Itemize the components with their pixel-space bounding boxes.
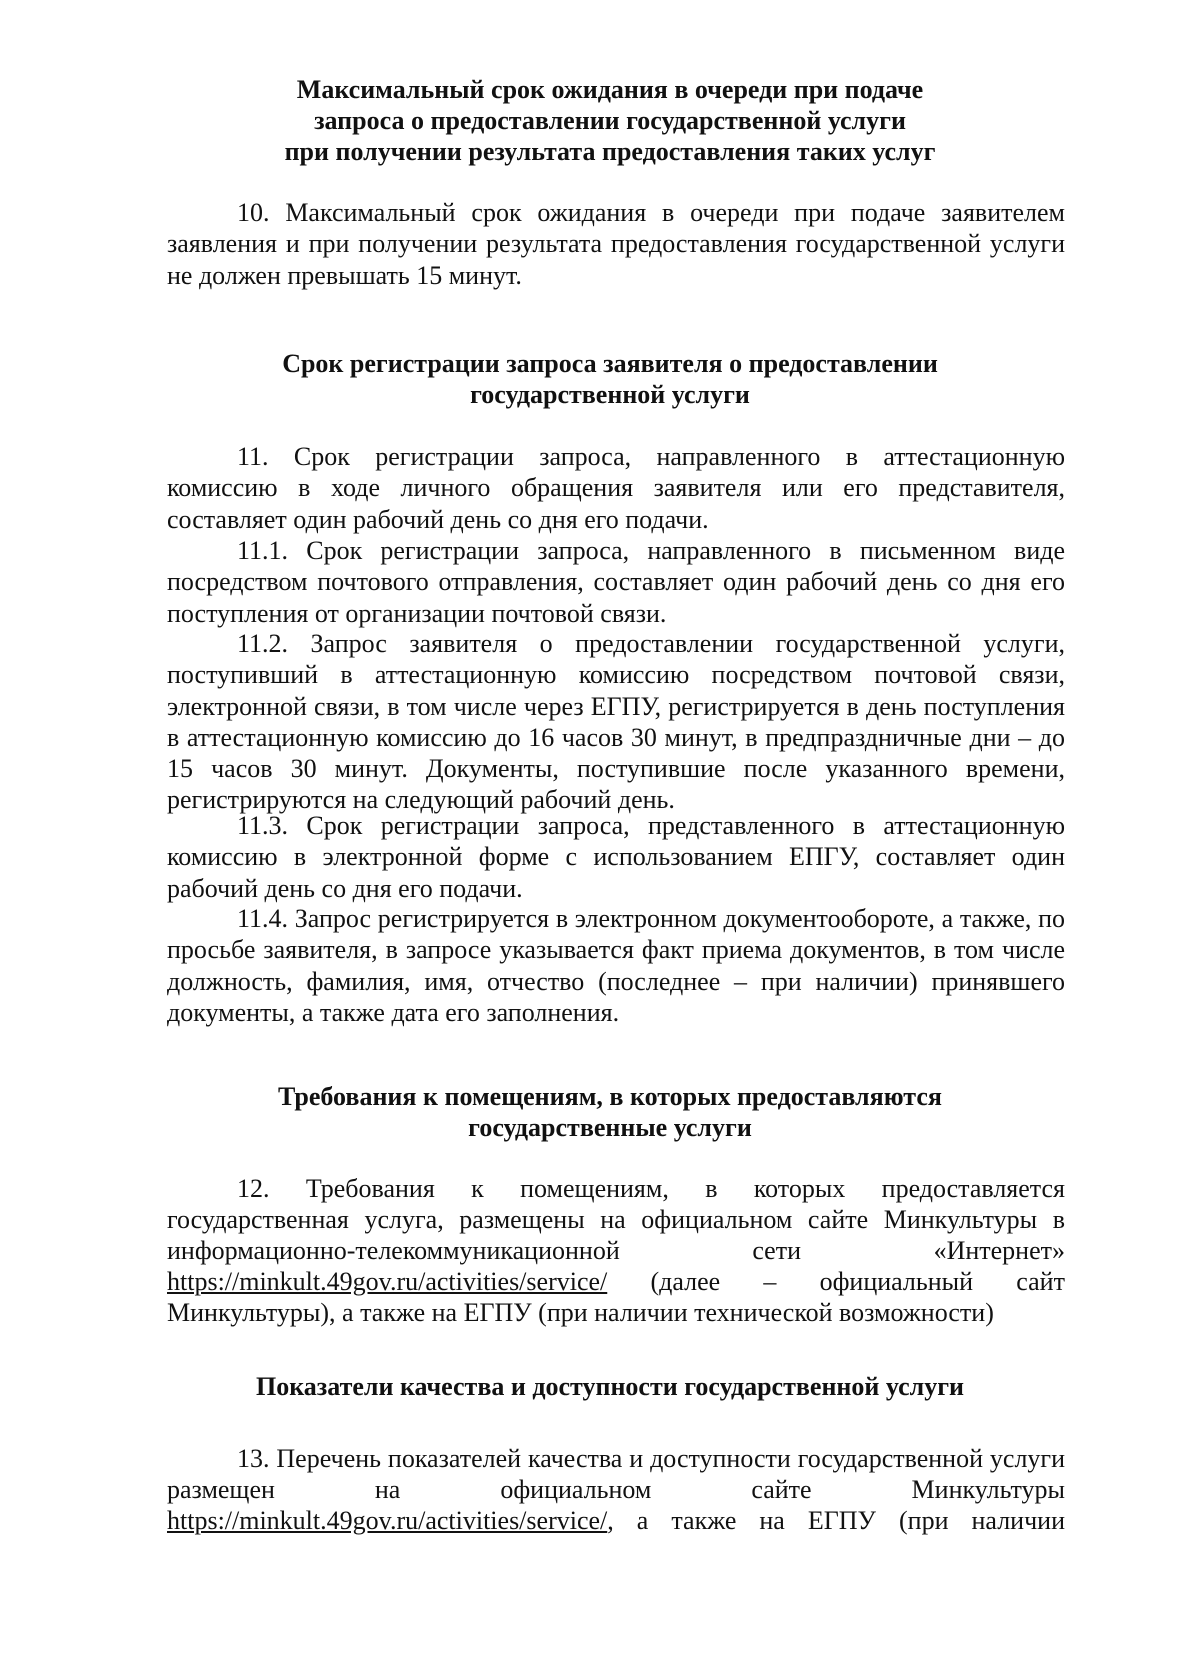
text-run: информационно-телекоммуникационной [167, 1236, 620, 1265]
paragraph-12-line [237, 1173, 1065, 1204]
text-run: сайт [1016, 1267, 1065, 1296]
text-run: сети [752, 1236, 801, 1265]
text-run: сайте [751, 1475, 812, 1504]
section-heading-premises [160, 1081, 1060, 1143]
paragraph-13-line [167, 1474, 1065, 1505]
text-run: 13. Перечень показателей качества и доступности государственной услуги [237, 1444, 1065, 1473]
text-run: официальном [500, 1475, 652, 1504]
text-run: 12. Требования к помещениям, в которых предоставляется [237, 1174, 1065, 1203]
paragraph-12-line [167, 1235, 1065, 1266]
heading-line: Показатели качества и доступности государственной услуги [255, 1372, 965, 1401]
paragraph-12-line [167, 1297, 1065, 1328]
official-site-link[interactable]: https://minkult.49gov.ru/activities/service/ [167, 1267, 608, 1296]
text-run: «Интернет» [933, 1236, 1065, 1265]
heading-line: запроса о предоставлении государственной услуги [314, 106, 906, 135]
text-run: – [763, 1267, 777, 1296]
paragraph-12-line [167, 1266, 1065, 1297]
text-run: официальный [819, 1267, 974, 1296]
paragraph-13-line [237, 1443, 1065, 1474]
section-heading-queue-time [160, 74, 1060, 167]
text-run: Минкультуры), а также на ЕГПУ (при наличии технической возможности) [167, 1298, 994, 1327]
heading-line: при получении результата предоставления таких услуг [284, 137, 936, 166]
text-run: , а также на ЕГПУ (при наличии [607, 1506, 1065, 1535]
paragraph-11-4: 11.4. Запрос регистрируется в электронном документообороте, а также, по просьбе заявителя, в запросе указывается факт приема документов, в том числе должность, фамилия, имя, отчество (последнее – при наличии) принявшего документы, а также дата его заполнения. [167, 904, 1065, 1027]
heading-line: Требования к помещениям, в которых предоставляются [278, 1082, 942, 1111]
section-heading-quality-indicators [160, 1371, 1060, 1402]
text-run: Минкультуры [911, 1475, 1065, 1504]
text-run: на [374, 1475, 401, 1504]
paragraph-11-1: 11.1. Срок регистрации запроса, направленного в письменном виде посредством почтового отправления, составляет один рабочий день со дня его поступления от организации почтовой связи. [167, 536, 1065, 628]
heading-line: государственные услуги [468, 1113, 752, 1142]
paragraph-11-3: 11.3. Срок регистрации запроса, представленного в аттестационную комиссию в электронной форме с использованием ЕПГУ, составляет один рабочий день со дня его подачи. [167, 811, 1065, 903]
heading-line: Срок регистрации запроса заявителя о предоставлении [282, 349, 938, 378]
paragraph-13-line [167, 1505, 1065, 1536]
text-run: размещен [167, 1475, 275, 1504]
paragraph-11: 11. Срок регистрации запроса, направленного в аттестационную комиссию в ходе личного обращения заявителя или его представителя, составляет один рабочий день со дня его подачи. [167, 442, 1065, 534]
heading-line: государственной услуги [470, 380, 750, 409]
paragraph-11-2: 11.2. Запрос заявителя о предоставлении государственной услуги, поступивший в аттестационную комиссию посредством почтовой связи, электронной связи, в том числе через ЕГПУ, регистрируется в день поступления в аттестационную комиссию до 16 часов 30 минут, в предпраздничные дни – до 15 часов 30 минут. Документы, поступившие после указанного времени, регистрируются на следующий рабочий день. [167, 629, 1065, 815]
section-heading-registration-term [160, 348, 1060, 410]
paragraph-12-line [167, 1204, 1065, 1235]
text-run: государственная услуга, размещены на официальном сайте Минкультуры в [167, 1205, 1065, 1234]
heading-line: Максимальный срок ожидания в очереди при подаче [296, 75, 924, 104]
text-run: (далее [650, 1267, 721, 1296]
paragraph-10: 10. Максимальный срок ожидания в очереди при подаче заявителем заявления и при получении результата предоставления государственной услуги не должен превышать 15 минут. [167, 198, 1065, 290]
official-site-link[interactable]: https://minkult.49gov.ru/activities/service/ [167, 1506, 608, 1535]
